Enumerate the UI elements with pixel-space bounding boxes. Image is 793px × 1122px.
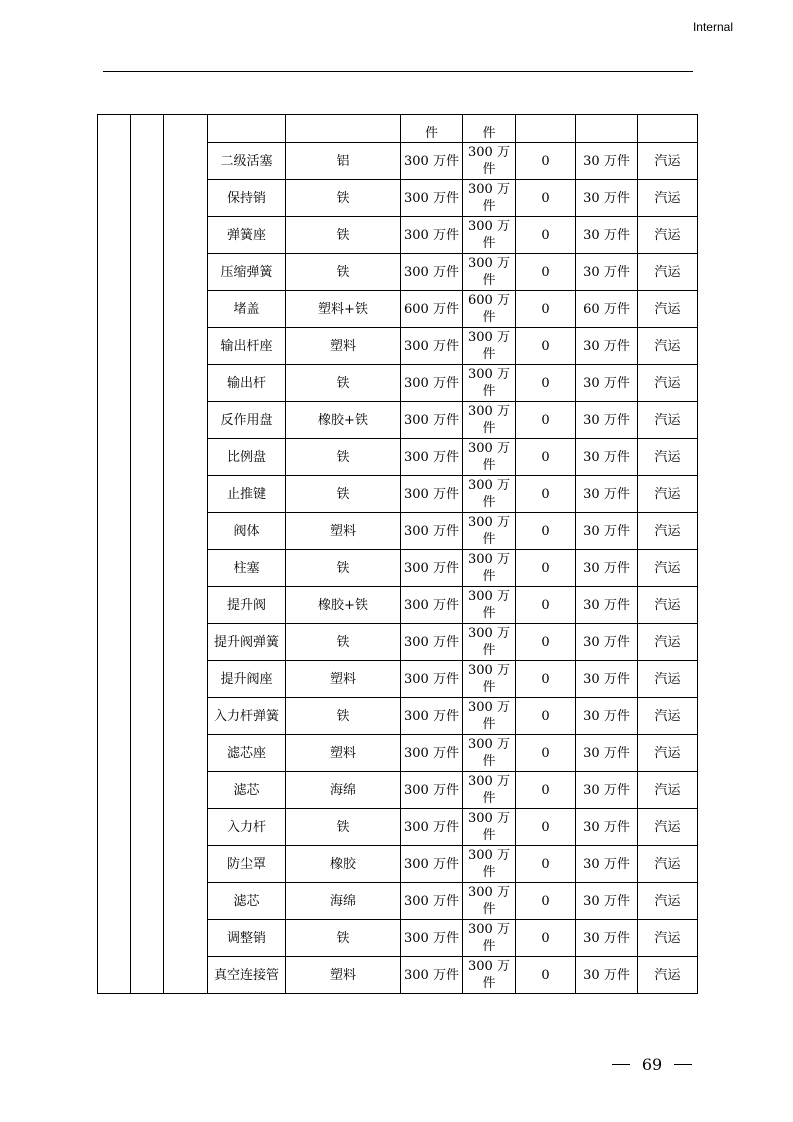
amount-cell bbox=[576, 115, 638, 143]
name-cell: 阀体 bbox=[208, 513, 286, 550]
name-cell: 堵盖 bbox=[208, 291, 286, 328]
qty-a-cell: 300 万件 bbox=[401, 624, 463, 661]
zero-cell: 0 bbox=[516, 550, 576, 587]
qty-b-cell: 300 万件 bbox=[463, 143, 516, 180]
header-rule bbox=[103, 71, 693, 72]
qty-b-cell: 300 万件 bbox=[463, 809, 516, 846]
material-cell: 铁 bbox=[286, 550, 401, 587]
qty-a-cell: 300 万件 bbox=[401, 661, 463, 698]
transport-cell: 汽运 bbox=[638, 365, 698, 402]
zero-cell: 0 bbox=[516, 476, 576, 513]
header-internal-label: Internal bbox=[692, 20, 733, 34]
qty-b-cell: 300 万件 bbox=[463, 550, 516, 587]
material-cell: 海绵 bbox=[286, 772, 401, 809]
qty-a-cell: 300 万件 bbox=[401, 883, 463, 920]
qty-a-cell: 300 万件 bbox=[401, 143, 463, 180]
qty-a-cell: 300 万件 bbox=[401, 920, 463, 957]
qty-b-cell: 件 bbox=[463, 115, 516, 143]
qty-b-cell: 300 万件 bbox=[463, 476, 516, 513]
qty-a-cell: 600 万件 bbox=[401, 291, 463, 328]
name-cell: 弹簧座 bbox=[208, 217, 286, 254]
amount-cell: 60 万件 bbox=[576, 291, 638, 328]
transport-cell: 汽运 bbox=[638, 772, 698, 809]
name-cell: 止推键 bbox=[208, 476, 286, 513]
material-cell: 铁 bbox=[286, 920, 401, 957]
name-cell: 滤芯 bbox=[208, 883, 286, 920]
name-cell: 反作用盘 bbox=[208, 402, 286, 439]
amount-cell: 30 万件 bbox=[576, 735, 638, 772]
name-cell: 输出杆 bbox=[208, 365, 286, 402]
zero-cell: 0 bbox=[516, 920, 576, 957]
zero-cell: 0 bbox=[516, 328, 576, 365]
qty-b-cell: 300 万件 bbox=[463, 180, 516, 217]
qty-b-cell: 300 万件 bbox=[463, 698, 516, 735]
amount-cell: 30 万件 bbox=[576, 624, 638, 661]
qty-a-cell: 300 万件 bbox=[401, 217, 463, 254]
name-cell: 提升阀座 bbox=[208, 661, 286, 698]
material-cell: 塑料 bbox=[286, 661, 401, 698]
qty-b-cell: 300 万件 bbox=[463, 439, 516, 476]
name-cell: 滤芯 bbox=[208, 772, 286, 809]
material-cell: 铝 bbox=[286, 143, 401, 180]
amount-cell: 30 万件 bbox=[576, 846, 638, 883]
qty-a-cell: 300 万件 bbox=[401, 402, 463, 439]
qty-a-cell: 300 万件 bbox=[401, 846, 463, 883]
qty-b-cell: 300 万件 bbox=[463, 624, 516, 661]
name-cell bbox=[208, 115, 286, 143]
zero-cell: 0 bbox=[516, 846, 576, 883]
amount-cell: 30 万件 bbox=[576, 550, 638, 587]
zero-cell: 0 bbox=[516, 180, 576, 217]
qty-a-cell: 300 万件 bbox=[401, 809, 463, 846]
zero-cell: 0 bbox=[516, 439, 576, 476]
name-cell: 输出杆座 bbox=[208, 328, 286, 365]
qty-b-cell: 300 万件 bbox=[463, 587, 516, 624]
material-cell: 铁 bbox=[286, 624, 401, 661]
name-cell: 入力杆 bbox=[208, 809, 286, 846]
zero-cell: 0 bbox=[516, 698, 576, 735]
qty-a-cell: 300 万件 bbox=[401, 254, 463, 291]
name-cell: 保持销 bbox=[208, 180, 286, 217]
material-cell: 铁 bbox=[286, 180, 401, 217]
material-cell: 塑料 bbox=[286, 328, 401, 365]
material-cell: 铁 bbox=[286, 809, 401, 846]
zero-cell: 0 bbox=[516, 883, 576, 920]
qty-a-cell: 300 万件 bbox=[401, 772, 463, 809]
material-cell: 塑料 bbox=[286, 513, 401, 550]
name-cell: 真空连接管 bbox=[208, 957, 286, 994]
qty-b-cell: 300 万件 bbox=[463, 772, 516, 809]
transport-cell: 汽运 bbox=[638, 439, 698, 476]
transport-cell: 汽运 bbox=[638, 513, 698, 550]
blank-cell bbox=[98, 115, 131, 994]
page-number: 69 bbox=[641, 1055, 663, 1074]
zero-cell: 0 bbox=[516, 143, 576, 180]
zero-cell: 0 bbox=[516, 254, 576, 291]
material-cell: 橡胶+铁 bbox=[286, 402, 401, 439]
transport-cell: 汽运 bbox=[638, 328, 698, 365]
qty-a-cell: 300 万件 bbox=[401, 957, 463, 994]
material-cell: 铁 bbox=[286, 217, 401, 254]
qty-b-cell: 300 万件 bbox=[463, 217, 516, 254]
page-footer bbox=[612, 1055, 692, 1074]
material-cell: 海绵 bbox=[286, 883, 401, 920]
amount-cell: 30 万件 bbox=[576, 254, 638, 291]
qty-a-cell: 300 万件 bbox=[401, 328, 463, 365]
material-cell: 橡胶+铁 bbox=[286, 587, 401, 624]
qty-b-cell: 300 万件 bbox=[463, 513, 516, 550]
amount-cell: 30 万件 bbox=[576, 957, 638, 994]
zero-cell: 0 bbox=[516, 957, 576, 994]
material-cell bbox=[286, 115, 401, 143]
zero-cell: 0 bbox=[516, 291, 576, 328]
zero-cell: 0 bbox=[516, 402, 576, 439]
transport-cell: 汽运 bbox=[638, 957, 698, 994]
material-cell: 塑料 bbox=[286, 957, 401, 994]
zero-cell: 0 bbox=[516, 365, 576, 402]
transport-cell: 汽运 bbox=[638, 883, 698, 920]
qty-a-cell: 300 万件 bbox=[401, 476, 463, 513]
transport-cell: 汽运 bbox=[638, 254, 698, 291]
zero-cell: 0 bbox=[516, 513, 576, 550]
qty-a-cell: 300 万件 bbox=[401, 513, 463, 550]
name-cell: 调整销 bbox=[208, 920, 286, 957]
qty-b-cell: 600 万件 bbox=[463, 291, 516, 328]
amount-cell: 30 万件 bbox=[576, 809, 638, 846]
qty-b-cell: 300 万件 bbox=[463, 365, 516, 402]
amount-cell: 30 万件 bbox=[576, 883, 638, 920]
name-cell: 防尘罩 bbox=[208, 846, 286, 883]
qty-b-cell: 300 万件 bbox=[463, 883, 516, 920]
amount-cell: 30 万件 bbox=[576, 180, 638, 217]
zero-cell: 0 bbox=[516, 624, 576, 661]
qty-a-cell: 300 万件 bbox=[401, 550, 463, 587]
amount-cell: 30 万件 bbox=[576, 402, 638, 439]
name-cell: 滤芯座 bbox=[208, 735, 286, 772]
zero-cell: 0 bbox=[516, 661, 576, 698]
material-cell: 塑料+铁 bbox=[286, 291, 401, 328]
blank-cell bbox=[164, 115, 208, 994]
material-cell: 铁 bbox=[286, 365, 401, 402]
transport-cell: 汽运 bbox=[638, 735, 698, 772]
qty-a-cell: 300 万件 bbox=[401, 698, 463, 735]
name-cell: 入力杆弹簧 bbox=[208, 698, 286, 735]
qty-b-cell: 300 万件 bbox=[463, 957, 516, 994]
name-cell: 提升阀弹簧 bbox=[208, 624, 286, 661]
zero-cell bbox=[516, 115, 576, 143]
table-body bbox=[98, 115, 698, 994]
amount-cell: 30 万件 bbox=[576, 476, 638, 513]
amount-cell: 30 万件 bbox=[576, 143, 638, 180]
amount-cell: 30 万件 bbox=[576, 217, 638, 254]
material-cell: 铁 bbox=[286, 476, 401, 513]
zero-cell: 0 bbox=[516, 217, 576, 254]
material-cell: 铁 bbox=[286, 698, 401, 735]
material-cell: 铁 bbox=[286, 254, 401, 291]
zero-cell: 0 bbox=[516, 735, 576, 772]
qty-a-cell: 300 万件 bbox=[401, 365, 463, 402]
material-cell: 塑料 bbox=[286, 735, 401, 772]
qty-a-cell: 300 万件 bbox=[401, 439, 463, 476]
qty-b-cell: 300 万件 bbox=[463, 254, 516, 291]
name-cell: 二级活塞 bbox=[208, 143, 286, 180]
transport-cell: 汽运 bbox=[638, 846, 698, 883]
amount-cell: 30 万件 bbox=[576, 513, 638, 550]
transport-cell: 汽运 bbox=[638, 180, 698, 217]
qty-a-cell: 300 万件 bbox=[401, 180, 463, 217]
amount-cell: 30 万件 bbox=[576, 439, 638, 476]
qty-b-cell: 300 万件 bbox=[463, 402, 516, 439]
qty-a-cell: 300 万件 bbox=[401, 587, 463, 624]
qty-b-cell: 300 万件 bbox=[463, 846, 516, 883]
name-cell: 比例盘 bbox=[208, 439, 286, 476]
qty-b-cell: 300 万件 bbox=[463, 661, 516, 698]
transport-cell: 汽运 bbox=[638, 809, 698, 846]
table-row bbox=[98, 115, 698, 143]
transport-cell: 汽运 bbox=[638, 698, 698, 735]
amount-cell: 30 万件 bbox=[576, 365, 638, 402]
amount-cell: 30 万件 bbox=[576, 772, 638, 809]
amount-cell: 30 万件 bbox=[576, 328, 638, 365]
footer-dash-right bbox=[674, 1064, 692, 1065]
name-cell: 提升阀 bbox=[208, 587, 286, 624]
transport-cell: 汽运 bbox=[638, 476, 698, 513]
transport-cell: 汽运 bbox=[638, 920, 698, 957]
transport-cell: 汽运 bbox=[638, 624, 698, 661]
zero-cell: 0 bbox=[516, 772, 576, 809]
zero-cell: 0 bbox=[516, 587, 576, 624]
zero-cell: 0 bbox=[516, 809, 576, 846]
name-cell: 柱塞 bbox=[208, 550, 286, 587]
qty-a-cell: 300 万件 bbox=[401, 735, 463, 772]
blank-cell bbox=[131, 115, 164, 994]
amount-cell: 30 万件 bbox=[576, 920, 638, 957]
transport-cell: 汽运 bbox=[638, 587, 698, 624]
qty-a-cell: 件 bbox=[401, 115, 463, 143]
materials-table bbox=[97, 114, 698, 994]
material-cell: 铁 bbox=[286, 439, 401, 476]
transport-cell bbox=[638, 115, 698, 143]
transport-cell: 汽运 bbox=[638, 143, 698, 180]
name-cell: 压缩弹簧 bbox=[208, 254, 286, 291]
qty-b-cell: 300 万件 bbox=[463, 920, 516, 957]
footer-dash-left bbox=[612, 1064, 630, 1065]
transport-cell: 汽运 bbox=[638, 217, 698, 254]
transport-cell: 汽运 bbox=[638, 291, 698, 328]
material-cell: 橡胶 bbox=[286, 846, 401, 883]
transport-cell: 汽运 bbox=[638, 661, 698, 698]
qty-b-cell: 300 万件 bbox=[463, 735, 516, 772]
amount-cell: 30 万件 bbox=[576, 698, 638, 735]
transport-cell: 汽运 bbox=[638, 402, 698, 439]
amount-cell: 30 万件 bbox=[576, 587, 638, 624]
transport-cell: 汽运 bbox=[638, 550, 698, 587]
qty-b-cell: 300 万件 bbox=[463, 328, 516, 365]
amount-cell: 30 万件 bbox=[576, 661, 638, 698]
